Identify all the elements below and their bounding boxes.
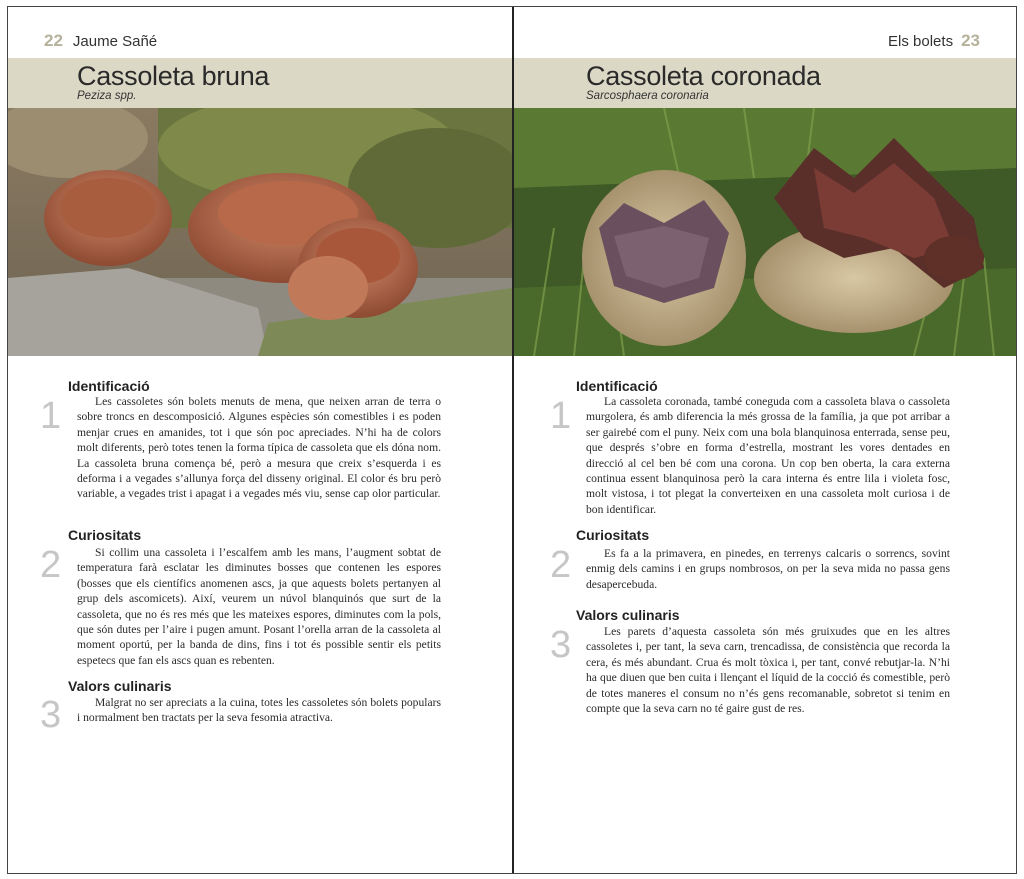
right-page-title: Cassoleta coronada <box>586 61 821 91</box>
book-spread <box>7 6 1017 874</box>
left-section-2-number: 2 <box>40 544 62 586</box>
right-page <box>514 7 1016 873</box>
right-title-band <box>514 58 1016 108</box>
right-section-3-text: Les parets d’aquesta cassoleta són més gruixudes que en les altres cassoletes i, per tant, la seva carn, trencadissa, de consistència que recorda la cera, és més abundant. Crua és molt tòxica i, per tant, convé rebutjar-la. N’hi ha que diuen que ben cuita i llençant el líquid de la cocció és comestible, però de totes maneres el consum no n’és gens recomanable, sobretot si tenim en compte que la seva carn no té gaire gust de res. <box>586 625 950 716</box>
right-page-number: 23 <box>961 31 980 50</box>
left-section-2-heading: Curiositats <box>68 527 142 543</box>
left-scientific-name: Peziza spp. <box>77 90 137 102</box>
right-section-3-number: 3 <box>550 624 572 666</box>
right-section-1-heading: Identificació <box>576 378 658 394</box>
left-section-2-text: Si collim una cassoleta i l’escalfem amb les mans, l’augment sobtat de temperatura farà esclatar les diminutes bosses que contenen les espores (bosses que els científics anomenen ascs, ja que aquests bolets pertanyen al grup dels ascomicets). Així, veurem un núvol blanquinós que surt de la cassoleta, que no és res més que les mateixes espores, diminutes com la pols, que són dutes per l’aire i pugen amunt. Posant l’orella arran de la cassoleta al moment oportú, per la banda de dins, fins i tot és possible sentir els petits espetecs que fan els ascs quan es rebenten. <box>77 546 441 667</box>
left-section-1-number: 1 <box>40 395 62 437</box>
right-section-2-number: 2 <box>550 544 572 586</box>
right-section-1-number: 1 <box>550 395 572 437</box>
left-section-3-text: Malgrat no ser apreciats a la cuina, totes les cassoletes són bolets populars i normalment ben tractats per la seva fesomia atractiva. <box>77 696 441 725</box>
left-section-3-number: 3 <box>40 694 62 736</box>
left-section-3-heading: Valors culinaris <box>68 678 172 694</box>
left-section-1-text: Les cassoletes són bolets menuts de mena, que neixen arran de terra o sobre troncs en descomposició. Algunes espècies són comestibles i es poden menjar crues en amanides, tot i que són poc apreciades. N’hi ha de colors molt diferents, però totes tenen la forma típica de cassoleta que els dóna nom. La cassoleta bruna comença bé, però a mesura que creix s’esquerda i es deforma i a vegades s’allunya força del disseny original. El color és bru però variable, a vegades trist i apagat i a vegades més viu, sense cap olor particular. <box>77 395 441 501</box>
right-running-header <box>888 31 980 51</box>
left-page-number: 22 <box>44 31 63 50</box>
right-section-2-text: Es fa a la primavera, en pinedes, en terrenys calcaris o sorrencs, sovint enmig dels camins i en grups nombrosos, on per la seva mida no passa gens desapercebuda. <box>586 547 950 591</box>
left-page-title: Cassoleta bruna <box>77 61 270 91</box>
right-running-head-text: Els bolets <box>888 33 954 50</box>
left-title-band <box>8 58 512 108</box>
left-running-header <box>44 31 157 51</box>
right-scientific-name: Sarcosphaera coronaria <box>586 90 709 102</box>
right-mushroom-photo <box>514 108 1016 356</box>
right-section-2-heading: Curiositats <box>576 527 650 543</box>
left-section-1-heading: Identificació <box>68 378 150 394</box>
right-section-3-heading: Valors culinaris <box>576 607 680 623</box>
left-mushroom-photo <box>8 108 512 356</box>
left-running-head-text: Jaume Sañé <box>72 33 158 50</box>
right-section-1-text: La cassoleta coronada, també coneguda com a cassoleta blava o cassoleta murgolera, és amb diferencia la més grossa de la família, ja que pot arribar a ser gairebé com el puny. Neix com una bola blanquinosa enterrada, sense peu, que després s’obre en forma d’estrella, mostrant les vores dentades en direcció al cel ben bé com una corona. Un cop ben oberta, la cara externa continua essent blanquinosa però la cara interna és entre lila i violeta fosc, molt vistosa, i tot plegat la converteixen en una cassoleta molt curiosa i de bon identificar. <box>586 395 950 516</box>
left-page <box>8 7 512 873</box>
